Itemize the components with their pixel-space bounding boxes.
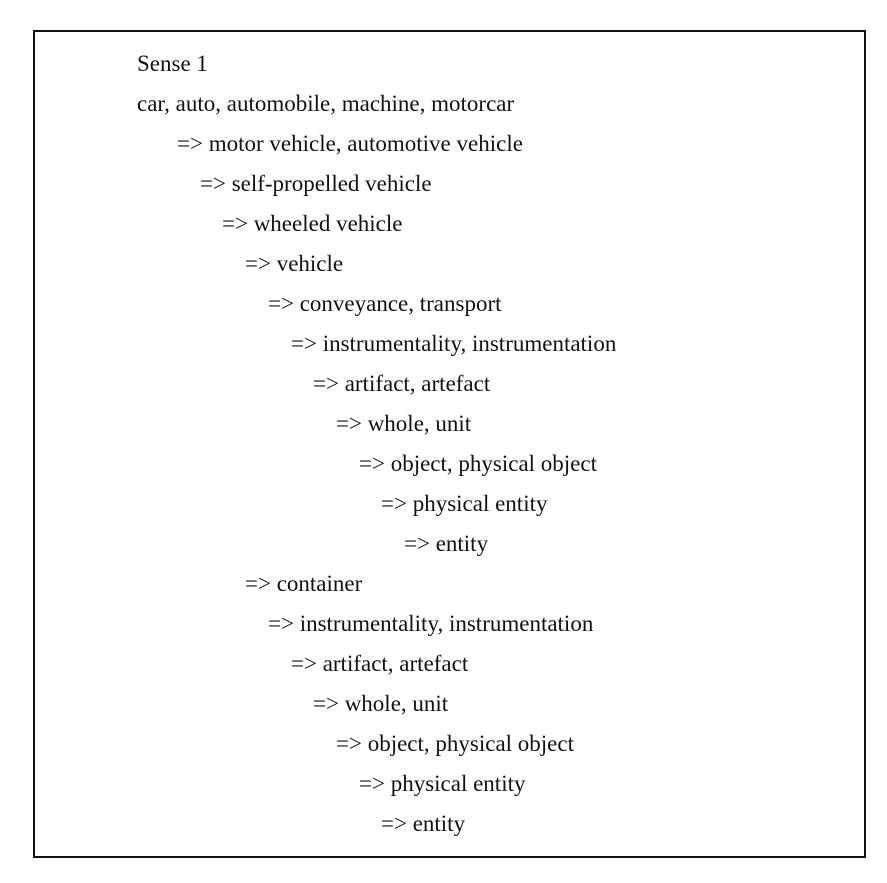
hypernym-line: => vehicle <box>245 251 344 276</box>
sense-heading: Sense 1 <box>137 51 208 76</box>
hypernym-line: => entity <box>404 531 489 556</box>
hypernym-line: => object, physical object <box>359 451 597 476</box>
hypernym-line: => conveyance, transport <box>268 291 502 316</box>
hypernym-line: => entity <box>381 811 466 836</box>
synset-line: car, auto, automobile, machine, motorcar <box>137 91 515 116</box>
hypernym-line: => whole, unit <box>313 691 449 716</box>
hypernym-line: => physical entity <box>381 491 548 516</box>
hypernym-line: => self-propelled vehicle <box>200 171 432 196</box>
hypernym-line: => whole, unit <box>336 411 472 436</box>
hypernym-line: => artifact, artefact <box>313 371 491 396</box>
hypernym-line: => container <box>245 571 363 596</box>
hypernym-line: => wheeled vehicle <box>222 211 403 236</box>
hypernym-line: => instrumentality, instrumentation <box>268 611 594 636</box>
hypernym-line: => physical entity <box>359 771 526 796</box>
hypernym-line: => motor vehicle, automotive vehicle <box>177 131 523 156</box>
hypernym-line: => instrumentality, instrumentation <box>291 331 617 356</box>
hypernym-line: => artifact, artefact <box>291 651 469 676</box>
hypernym-line: => object, physical object <box>336 731 574 756</box>
